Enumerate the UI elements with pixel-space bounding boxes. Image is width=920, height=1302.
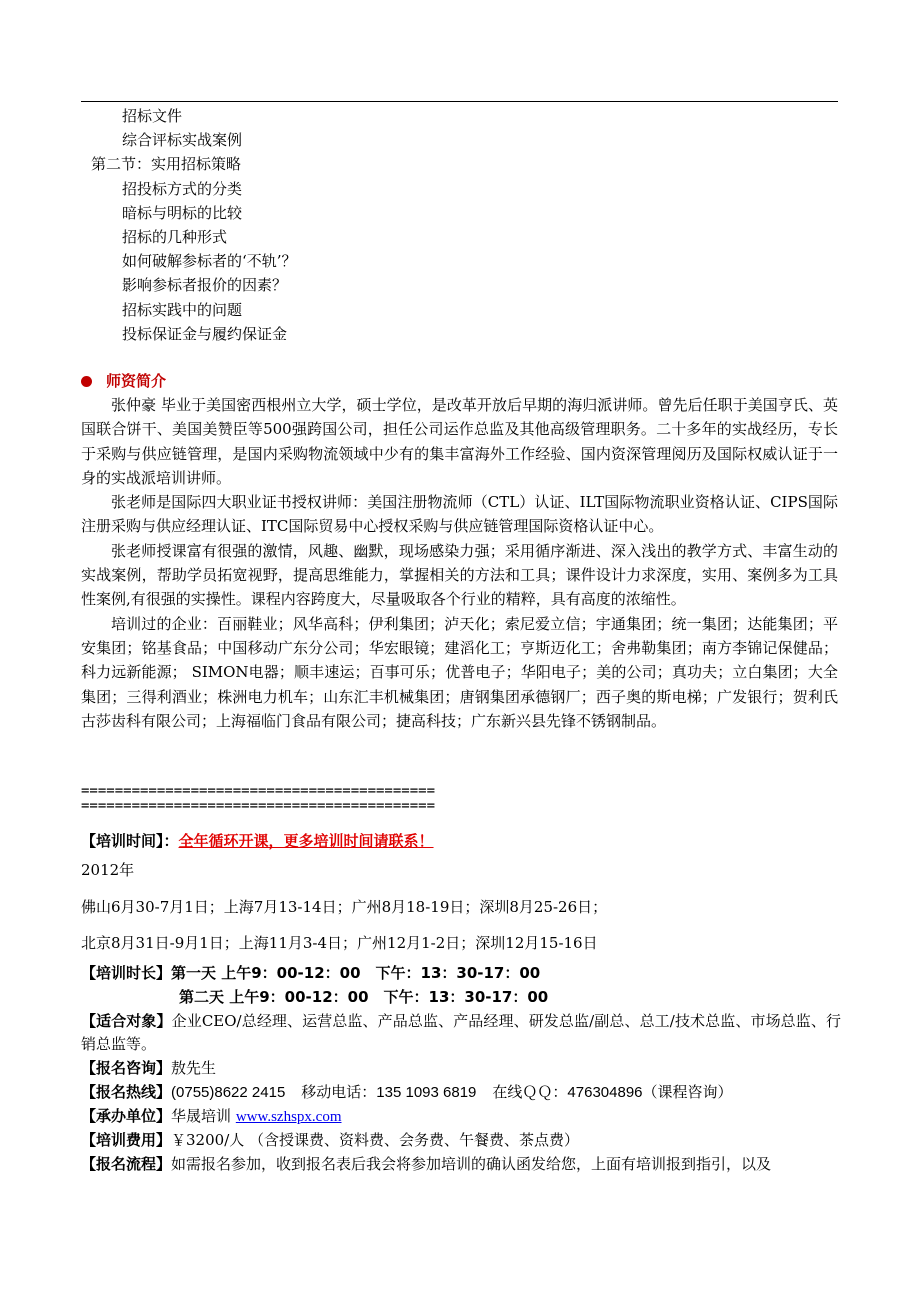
training-time-row (81, 830, 841, 852)
fee-row (81, 1129, 841, 1151)
divider-line: ========================================== (81, 783, 436, 799)
hotline-row (81, 1081, 841, 1104)
consult-label: 【报名咨询】 (81, 1059, 172, 1077)
bio-paragraph: 张仲豪 毕业于美国密西根州立大学，硕士学位，是改革开放后早期的海归派讲师。曾先后任职于美国亨氏、英国联合饼干、美国美赞臣等500强跨国公司，担任公司运作总监及其他高级管理职务。二十多年的实战经历，专长于采购与供应链管理，是国内采购物流领域中少有的集丰富海外工作经验、国内资深管理阅历及国际权威认证于一身的实战派培训讲师。 (81, 396, 838, 487)
consult-row (81, 1057, 841, 1079)
organizer-website-link[interactable]: www.szhspx.com (235, 1109, 342, 1125)
outline-item: 影响参标者报价的因素？ (122, 276, 288, 295)
header-rule (81, 101, 838, 102)
training-time-label: 【培训时间】： (81, 832, 179, 850)
training-time-note: 全年循环开课，更多培训时间请联系！ (178, 832, 434, 850)
duration-row-2 (81, 986, 839, 1008)
audience-row (81, 1010, 841, 1055)
divider-line: ========================================== (81, 798, 436, 814)
schedule-line: 佛山6月30-7月1日；上海7月13-14日；广州8月18-19日；深圳8月25-26日； (81, 898, 608, 916)
fee-label: 【培训费用】 (81, 1131, 172, 1149)
mobile-number: 135 1093 6819 (376, 1084, 477, 1101)
process-row (81, 1153, 861, 1175)
outline-item: 招标的几种形式 (122, 228, 228, 247)
mobile-label: 移动电话： (301, 1083, 377, 1101)
outline-item: 综合评标实战案例 (122, 131, 243, 150)
outline-item: 如何破解参标者的‘不轨’？ (122, 252, 297, 271)
bio-paragraph: 张老师是国际四大职业证书授权讲师：美国注册物流师（CTL）认证、ILT国际物流职业资格认证、CIPS国际注册采购与供应经理认证、ITC国际贸易中心授权采购与供应链管理国际资格认证中心。 (81, 493, 838, 536)
duration-day1: 第一天 上午9：00-12：00 下午：13：30-17：00 (171, 964, 541, 982)
qq-note: （课程咨询） (642, 1083, 733, 1101)
process-text: 如需报名参加，收到报名表后我会将参加培训的确认函发给您，上面有培训报到指引，以及 (171, 1155, 772, 1173)
organizer-label: 【承办单位】 (81, 1107, 172, 1125)
instructor-section-heading (81, 370, 166, 392)
qq-label: 在线ＱＱ： (492, 1083, 568, 1101)
bio-clients-paragraph: 培训过的企业：百丽鞋业；风华高科；伊利集团；泸天化；索尼爱立信；宇通集团；统一集团；达能集团；平安集团；铭基食品；中国移动广东分公司；华宏眼镜；建滔化工；亨斯迈化工；舍弗勒集团；南方李锦记保健品；科力远新能源； SIMON电器；顺丰速运；百事可乐；优普电子；华阳电子；美的公司；真功夫；立白集团；大全集团；三得利酒业；株洲电力机车；山东汇丰机械集团；唐钢集团承德钢厂；西子奥的斯电梯；广发银行；贺利氏古莎齿科有限公司；上海福临门食品有限公司；捷高科技；广东新兴县先锋不锈钢制品。 (81, 614, 838, 730)
duration-day2: 第二天 上午9：00-12：00 下午：13：30-17：00 (179, 988, 549, 1006)
outline-item: 招标文件 (122, 107, 183, 125)
section-title: 师资简介 (106, 372, 167, 390)
outline-item: 投标保证金与履约保证金 (122, 324, 288, 343)
outline-section-heading: 第二节：实用招标策略 (91, 155, 242, 174)
divider (81, 784, 435, 814)
process-label: 【报名流程】 (81, 1155, 172, 1173)
outline-item: 招投标方式的分类 (122, 179, 243, 198)
outline-item: 招标实践中的问题 (122, 300, 243, 319)
organizer-row (81, 1105, 841, 1128)
fee-text: ￥3200/人 （含授课费、资料费、会务费、午餐费、茶点费） (171, 1131, 580, 1149)
bio-paragraph: 张老师授课富有很强的激情，风趣、幽默，现场感染力强；采用循序渐进、深入浅出的教学方式、丰富生动的实战案例，帮助学员拓宽视野，提高思维能力，掌握相关的方法和工具；课件设计力求深度，实用、案例多为工具性案例,有很强的实操性。课程内容跨度大，尽量吸取各个行业的精粹，具有高度的浓缩性。 (81, 541, 838, 609)
course-outline (81, 104, 297, 346)
duration-row (81, 962, 841, 984)
hotline-phone: (0755)8622 2415 (171, 1084, 286, 1101)
outline-item: 暗标与明标的比较 (122, 203, 243, 222)
organizer-name: 华晟培训 (171, 1107, 232, 1125)
schedule-line: 北京8月31日-9月1日；上海11月3-4日；广州12月1-2日；深圳12月15-16日 (81, 934, 598, 952)
duration-label: 【培训时长】 (81, 964, 172, 982)
hotline-label: 【报名热线】 (81, 1083, 172, 1101)
bullet-icon (81, 376, 92, 387)
audience-label: 【适合对象】 (81, 1012, 172, 1030)
consult-contact: 敖先生 (171, 1059, 217, 1077)
instructor-bio (81, 393, 838, 733)
training-year: 2012年 (81, 861, 135, 879)
qq-number: 476304896 (567, 1084, 643, 1101)
audience-text: 企业CEO/总经理、运营总监、产品总监、产品经理、研发总监/副总、总工/技术总监、市场总监、行销总监等。 (81, 1012, 841, 1053)
